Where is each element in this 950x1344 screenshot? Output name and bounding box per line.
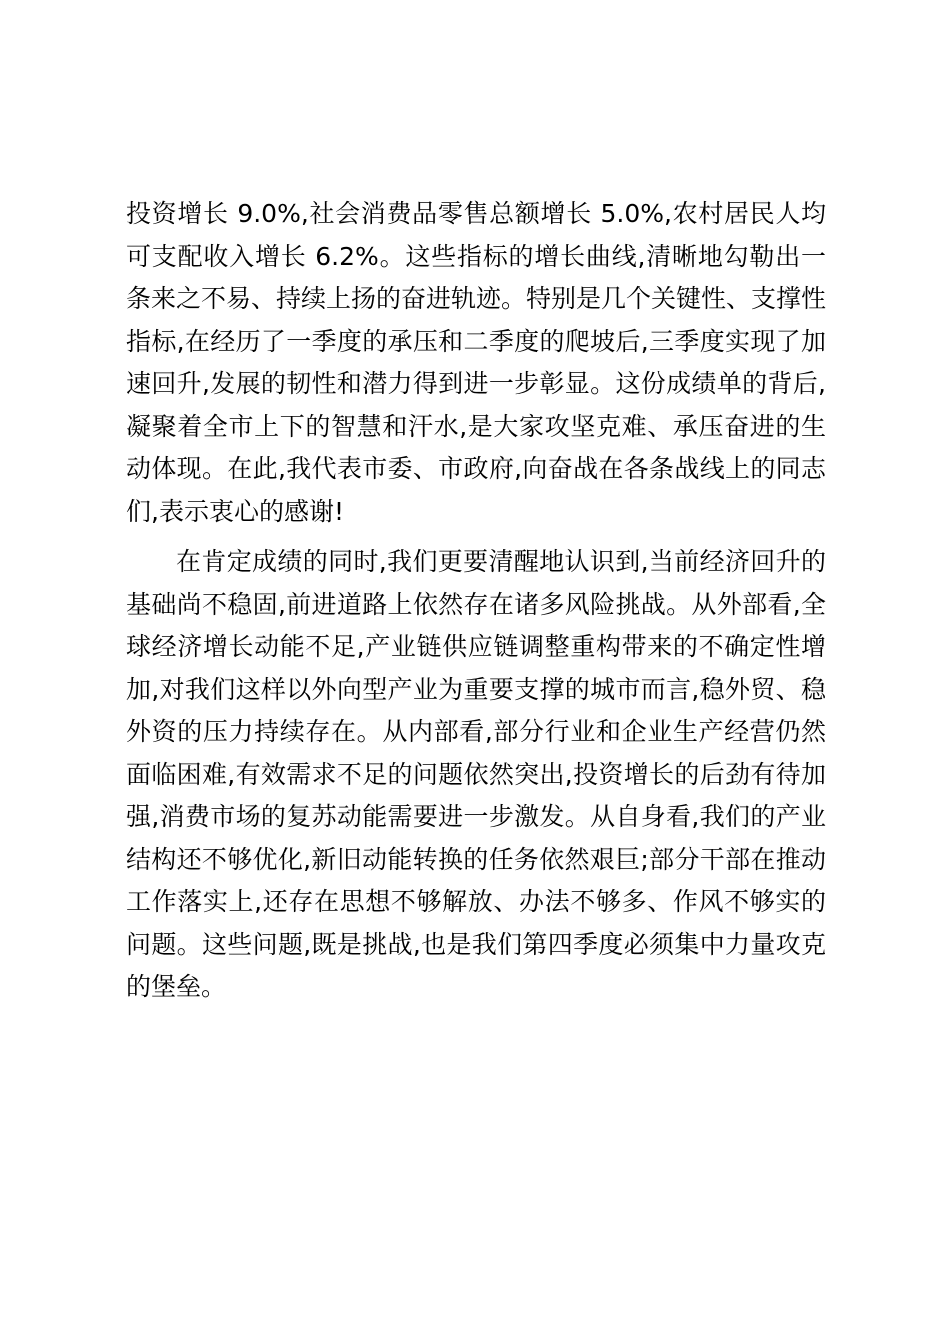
document-body	[126, 193, 826, 1009]
paragraph-challenges: 在肯定成绩的同时,我们更要清醒地认识到,当前经济回升的基础尚不稳固,前进道路上依然存在诸多风险挑战。从外部看,全球经济增长动能不足,产业链供应链调整重构带来的不确定性增加,对我们这样以外向型产业为重要支撑的城市而言,稳外贸、稳外资的压力持续存在。从内部看,部分行业和企业生产经营仍然面临困难,有效需求不足的问题依然突出,投资增长的后劲有待加强,消费市场的复苏动能需要进一步激发。从自身看,我们的产业结构还不够优化,新旧动能转换的任务依然艰巨;部分干部在推动工作落实上,还存在思想不够解放、办法不够多、作风不够实的问题。这些问题,既是挑战,也是我们第四季度必须集中力量攻克的堡垒。	[126, 547, 826, 1001]
paragraph-achievements: 投资增长 9.0%,社会消费品零售总额增长 5.0%,农村居民人均可支配收入增长 6.2%。这些指标的增长曲线,清晰地勾勒出一条来之不易、持续上扬的奋进轨迹。特别是几个关键性、支撑性指标,在经历了一季度的承压和二季度的爬坡后,三季度实现了加速回升,发展的韧性和潜力得到进一步彰显。这份成绩单的背后,凝聚着全市上下的智慧和汗水,是大家攻坚克难、承压奋进的生动体现。在此,我代表市委、市政府,向奋战在各条战线上的同志们,表示衷心的感谢!	[126, 199, 827, 526]
